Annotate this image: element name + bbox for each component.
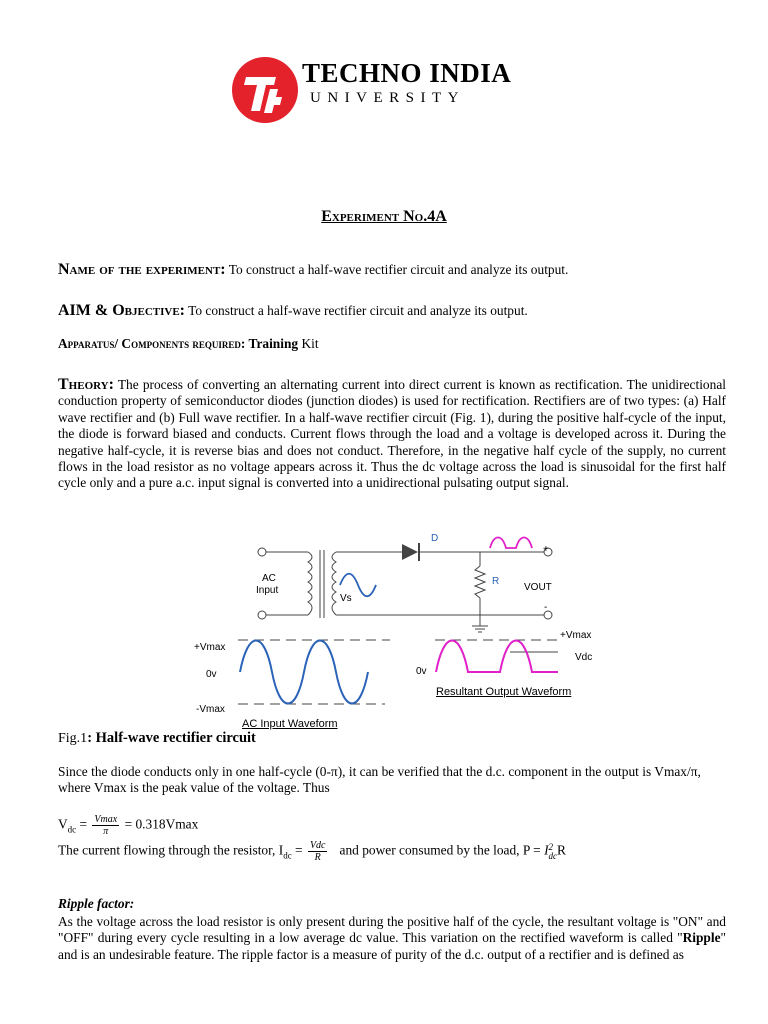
brand-title: TECHNO INDIA <box>302 58 512 88</box>
power-text: and power consumed by the load, P = <box>339 842 541 858</box>
aim-label: AIM & Objective: <box>58 302 186 319</box>
input-0v-label: 0v <box>206 669 217 680</box>
theory-text: The process of converting an alternating current into direct current is known as rectification. The unidirectional conduction property of semiconductor diodes (junction diodes) is used for rectification. Rectifiers are of two types: (a) Half wave rectifier and (b) Full wave rectifier. In a half-wave rectifier circuit (Fig. 1), during the positive half-cycle of the input, the diode is forward biased and conducts. Current flows through the load and a voltage is developed across it. During the negative half-cycle, it is reverse bias and does not conduct. Therefore, in the negative half cycle of the supply, no current flows in the load resistor as no voltage appears across it. Thus the dc voltage across the load is sinusoidal for the first half cycle only and a pure a.c. input signal is converted into a unidirectional pulsating output signal. <box>58 377 726 491</box>
current-denominator: R <box>314 852 321 863</box>
experiment-name <box>58 262 726 278</box>
aim-text: To construct a half-wave rectifier circuit and analyze its output. <box>185 303 528 318</box>
apparatus-label: Apparatus/ Components required: <box>58 336 246 351</box>
power-sub: dc <box>548 850 558 861</box>
vdc-fraction <box>92 814 119 837</box>
power-var: I <box>544 842 549 858</box>
current-power-formula: The current flowing through the resistor, $I_{dc}$ = $\frac{\text{Vdc}}{R}$ and power consumed by the load, P = I 2 dc R <box>58 840 566 863</box>
theory-label: Theory: <box>58 376 114 393</box>
output-0v-label: 0v <box>416 666 427 677</box>
vdc-lhs: V <box>58 816 68 832</box>
figure-caption-title: : Half-wave rectifier circuit <box>87 730 256 746</box>
experiment-name-label: Name of the experiment: <box>58 261 226 278</box>
figure-caption-prefix: Fig.1 <box>58 731 88 746</box>
techno-india-logo-icon <box>230 55 300 125</box>
ripple-text-a: As the voltage across the load resistor is only present during the positive half of the cycle, the resultant voltage is "ON" and "OFF" during every cycle resulting in a low average dc value. This variation on the rectified waveform is called " <box>58 914 726 946</box>
ac-input-waveform-label: AC Input Waveform <box>242 718 338 730</box>
ripple-text-b: " and is an undesirable feature. The ripple factor is a measure of purity of the d.c. output of a rectifier and is defined as <box>58 930 726 962</box>
diode-label: D <box>431 533 439 544</box>
circuit-diagram <box>180 530 600 735</box>
power-sup: 2 <box>548 841 554 852</box>
vdc-rhs: = 0.318Vmax <box>124 816 199 832</box>
power-scripts <box>549 843 558 861</box>
vout-label: VOUT <box>524 582 552 593</box>
minus-label: - <box>544 602 548 613</box>
vdc-formula: $V_{dc}$ = $\frac{Vmax}{\pi}$ = 0.318Vmax <box>58 814 199 837</box>
experiment-name-text: To construct a half-wave rectifier circuit and analyze its output. <box>225 262 569 277</box>
vdc-sub: dc <box>67 824 77 835</box>
vdc-numerator: Vmax <box>94 814 118 825</box>
ripple-text-bold: Ripple <box>682 930 721 946</box>
experiment-title-text: Experiment No.4A <box>321 208 447 225</box>
output-pvmax-label: +Vmax <box>560 630 592 641</box>
aim-objective <box>58 303 726 319</box>
current-sub: dc <box>283 850 292 861</box>
output-vdc-label: Vdc <box>575 652 593 663</box>
current-text: The current flowing through the resistor, I <box>58 842 284 858</box>
ripple-paragraph <box>58 914 726 963</box>
input-pvmax-label: +Vmax <box>194 642 226 653</box>
apparatus <box>58 336 726 352</box>
resultant-output-waveform-label: Resultant Output Waveform <box>436 686 572 698</box>
vdc-denominator: π <box>103 826 109 837</box>
dc-component-paragraph: Since the diode conducts only in one half-cycle (0-π), it can be verified that the d.c. component in the output is Vmax/π, where Vmax is the peak value of the voltage. Thus <box>58 764 701 796</box>
ripple-factor-heading: Ripple factor: <box>58 896 135 911</box>
resistor-label: R <box>492 576 500 587</box>
brand-subtitle: UNIVERSITY <box>310 90 465 106</box>
input-label: Input <box>256 585 279 596</box>
power-r: R <box>557 842 566 858</box>
half-wave-rectifier-figure <box>180 530 600 735</box>
experiment-title <box>0 208 768 226</box>
apparatus-bold: Training <box>245 336 299 351</box>
vs-label: Vs <box>340 593 352 604</box>
apparatus-text: Kit <box>298 336 319 351</box>
figure-caption <box>58 730 256 747</box>
current-numerator: Vdc <box>309 840 326 851</box>
theory-paragraph <box>58 377 726 492</box>
ac-label: AC <box>262 573 276 584</box>
input-nvmax-label: -Vmax <box>196 704 225 715</box>
current-fraction <box>308 840 328 863</box>
plus-label: + <box>543 544 549 555</box>
